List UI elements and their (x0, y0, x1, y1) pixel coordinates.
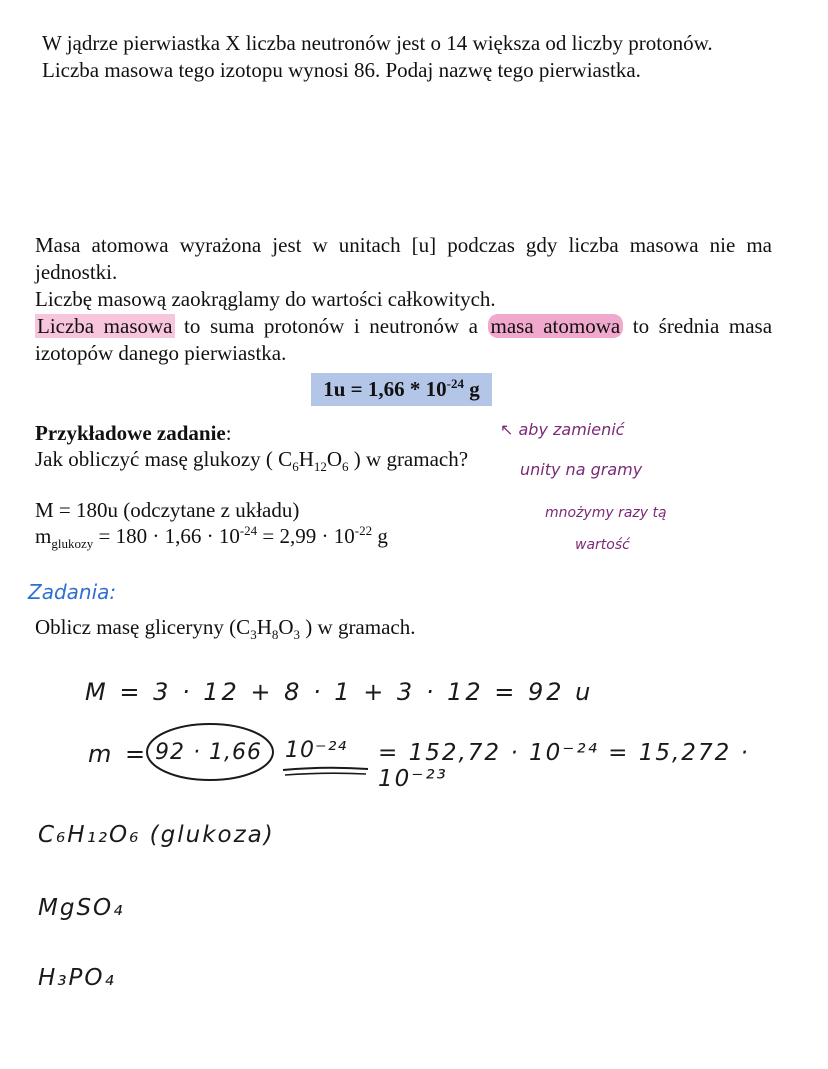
hand-line-1: M = 3 · 12 + 8 · 1 + 3 · 12 = 92 u (85, 678, 594, 706)
hand-line-2-m: m = (88, 740, 149, 768)
t-sub-3b: 3 (293, 627, 301, 643)
theory-paragraph-2: Liczbę masową zaokrąglamy do wartości całkowitych. (35, 287, 496, 311)
note-line-2: unity na gramy (520, 460, 643, 479)
hand-line-2-rest: = 152,72 · 10⁻²⁴ = 15,272 · 10⁻²³ (378, 740, 750, 792)
hand-glukoza: C₆H₁₂O₆ (glukoza) (38, 822, 275, 848)
task-1: Oblicz masę gliceryny ($C_3H_8O_3$ ) w gramach. (35, 615, 416, 643)
note-line-1: ↖ aby zamienić (500, 420, 625, 439)
note-line-3: mnożymy razy tą (545, 505, 667, 521)
formula-unit: g (464, 377, 480, 401)
calc-pre: = 180 · 1,66 · 10 (93, 524, 240, 548)
intro-line-1: W jądrze pierwiastka X liczba neutronów jest o 14 większa od liczby protonów. (42, 31, 713, 55)
theory-mid-1: to suma protonów i neutronów a (174, 314, 488, 338)
hand-h3po4: H₃PO₄ (38, 965, 116, 991)
calc-mid: = 2,99 · 10 (257, 524, 355, 548)
t-sub-8: 8 (271, 627, 279, 643)
calc-exp-2: -22 (354, 523, 373, 538)
task1-post: ) w gramach. (305, 615, 416, 639)
formula-exponent: -24 (446, 376, 464, 391)
highlight-liczba-masowa: Liczba masowa (37, 314, 173, 338)
theory-paragraph-1: Masa atomowa wyrażona jest w unitach [u] podczas gdy liczba masowa nie ma jednostki. (35, 233, 772, 284)
underline-mark-2 (285, 773, 366, 775)
hand-mgso4: MgSO₄ (38, 895, 125, 921)
question-pre: Jak obliczyć masę glukozy ( C (35, 447, 293, 471)
highlight-masa-atomowa: masa atomowa (488, 314, 624, 338)
underline-mark (283, 768, 368, 770)
calc-exp-1: -24 (239, 523, 258, 538)
example-question: Jak obliczyć masę glukozy ( $C_6H_{12}O_6$ ) w gramach? (35, 447, 469, 475)
sub-6b: 6 (342, 459, 349, 475)
theory-mid-2: to średnia masa izotopów danego pierwiastka. (35, 314, 773, 365)
example-m-line: M = 180u (odczytane z układu) (35, 498, 300, 522)
hand-line-2-exp: 10⁻²⁴ (285, 738, 348, 763)
note-line-4: wartość (575, 537, 630, 553)
calc-unit: g (372, 524, 388, 548)
intro-line-2: Liczba masowa tego izotopu wynosi 86. Podaj nazwę tego pierwiastka. (42, 58, 641, 82)
task1-pre: Oblicz masę gliceryny (C (35, 615, 251, 639)
example-heading-text: Przykładowe zadanie (35, 421, 226, 445)
example-heading-colon: : (225, 421, 232, 445)
question-post: ) w gramach? (348, 447, 469, 471)
circle-mark (147, 724, 273, 780)
calc-m: m (35, 524, 52, 548)
hand-line-2-circled: 92 · 1,66 (155, 740, 262, 765)
tasks-label: Zadania: (28, 580, 117, 604)
sub-6: 6 (292, 459, 299, 475)
t-sub-3: 3 (250, 627, 257, 643)
calc-m-sub: glukozy (51, 536, 94, 552)
sub-12: 12 (313, 459, 327, 475)
formula-main: 1u = 1,66 * 10 (323, 377, 447, 401)
